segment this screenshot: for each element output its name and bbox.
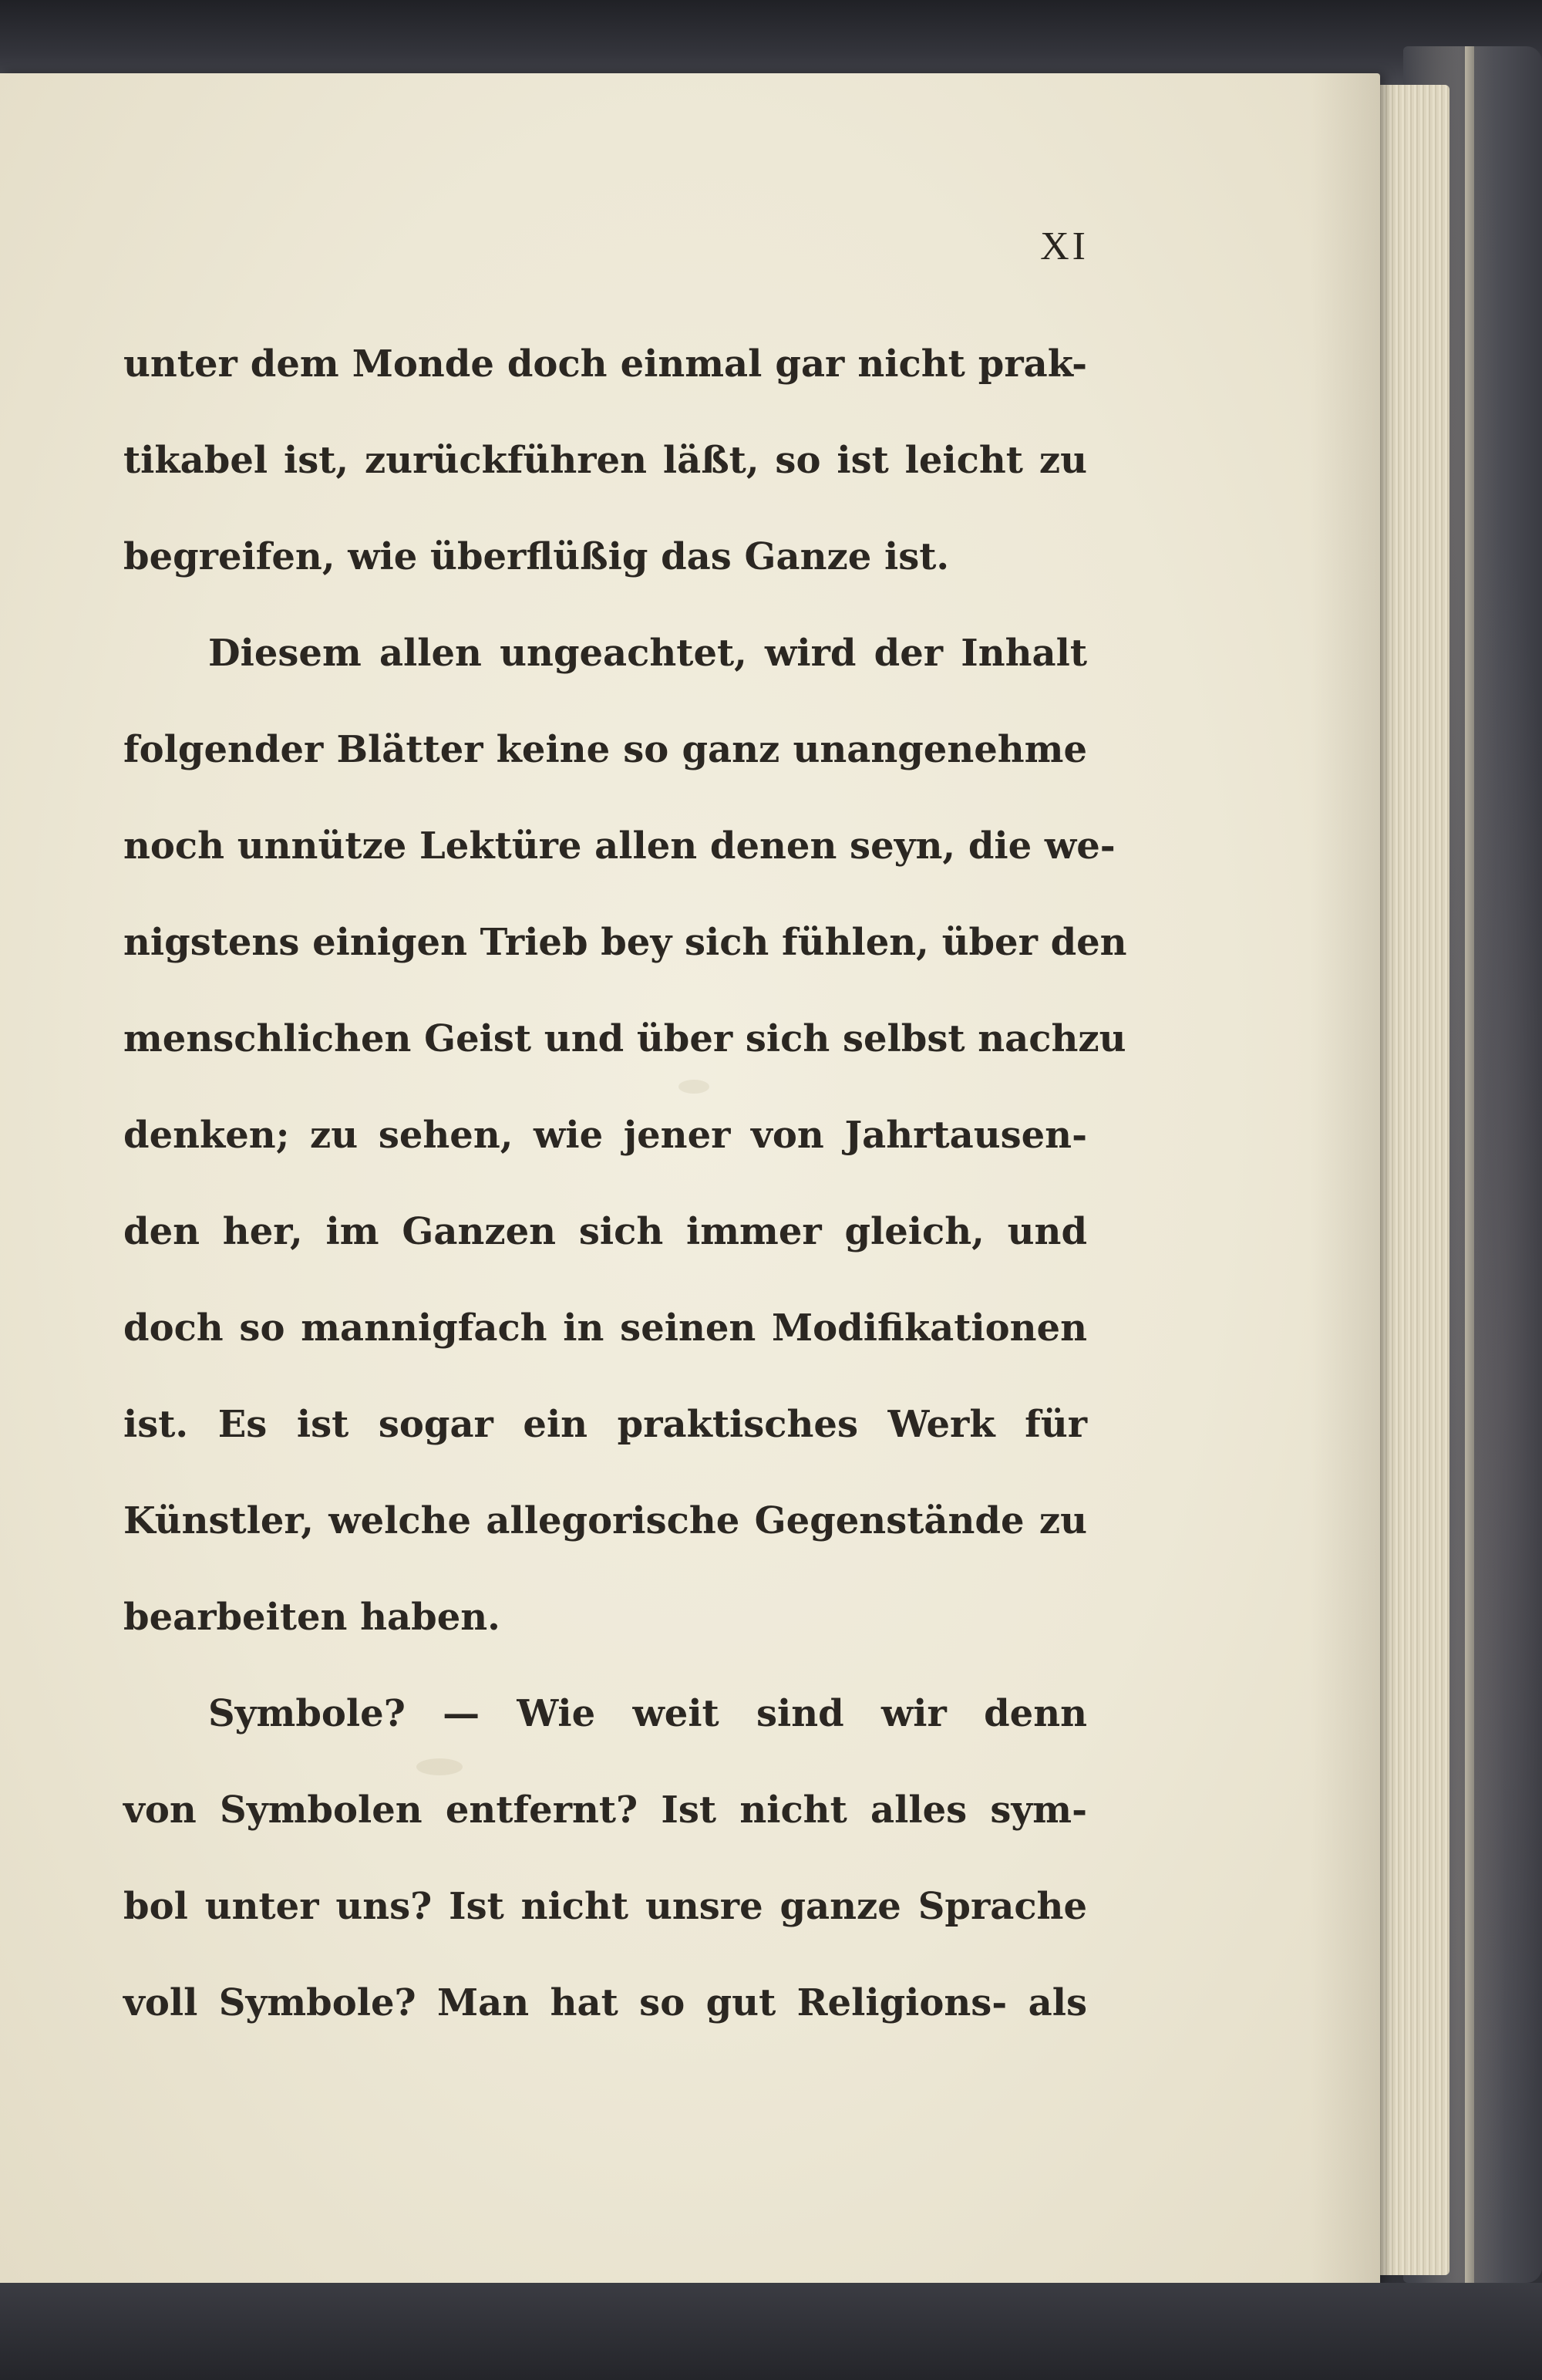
text-line: voll Symbole? Man hat so gut Religions- als — [123, 1981, 1087, 2024]
page-number: XI — [1040, 224, 1089, 268]
text-line: bearbeiten haben. — [123, 1596, 500, 1639]
page-shadow — [1311, 73, 1380, 2287]
text-line: nigstens einigen Trieb bey sich fühlen, über den — [123, 921, 1127, 964]
text-line: ist. Es ist sogar ein praktisches Werk für — [123, 1403, 1087, 1446]
body-text — [123, 316, 1127, 2051]
text-line: noch unnütze Lektüre allen denen seyn, die we- — [123, 824, 1116, 868]
text-line: Künstler, welche allegorische Gegenstände zu — [123, 1499, 1087, 1542]
text-line: Symbole? — Wie weit sind wir denn — [208, 1692, 1087, 1735]
text-line: den her, im Ganzen sich immer gleich, und — [123, 1210, 1087, 1253]
text-line: denken; zu sehen, wie jener von Jahrtausen- — [123, 1114, 1087, 1157]
text-line: menschlichen Geist und über sich selbst nachzu — [123, 1017, 1126, 1060]
text-line: doch so mannigfach in seinen Modifikationen — [123, 1306, 1087, 1350]
text-line: von Symbolen entfernt? Ist nicht alles sym- — [123, 1788, 1087, 1832]
text-line: tikabel ist, zurückführen läßt, so ist leicht zu — [123, 439, 1087, 482]
text-line: folgender Blätter keine so ganz unangenehme — [123, 728, 1087, 771]
text-line: bol unter uns? Ist nicht unsre ganze Sprache — [123, 1885, 1087, 1928]
text-line: begreifen, wie überflüßig das Ganze ist. — [123, 535, 950, 578]
text-line: unter dem Monde doch einmal gar nicht prak- — [123, 342, 1087, 386]
scan-background-bottom — [0, 2283, 1542, 2380]
cover-edge — [1465, 46, 1474, 2283]
text-line: Diesem allen ungeachtet, wird der Inhalt — [208, 632, 1087, 675]
